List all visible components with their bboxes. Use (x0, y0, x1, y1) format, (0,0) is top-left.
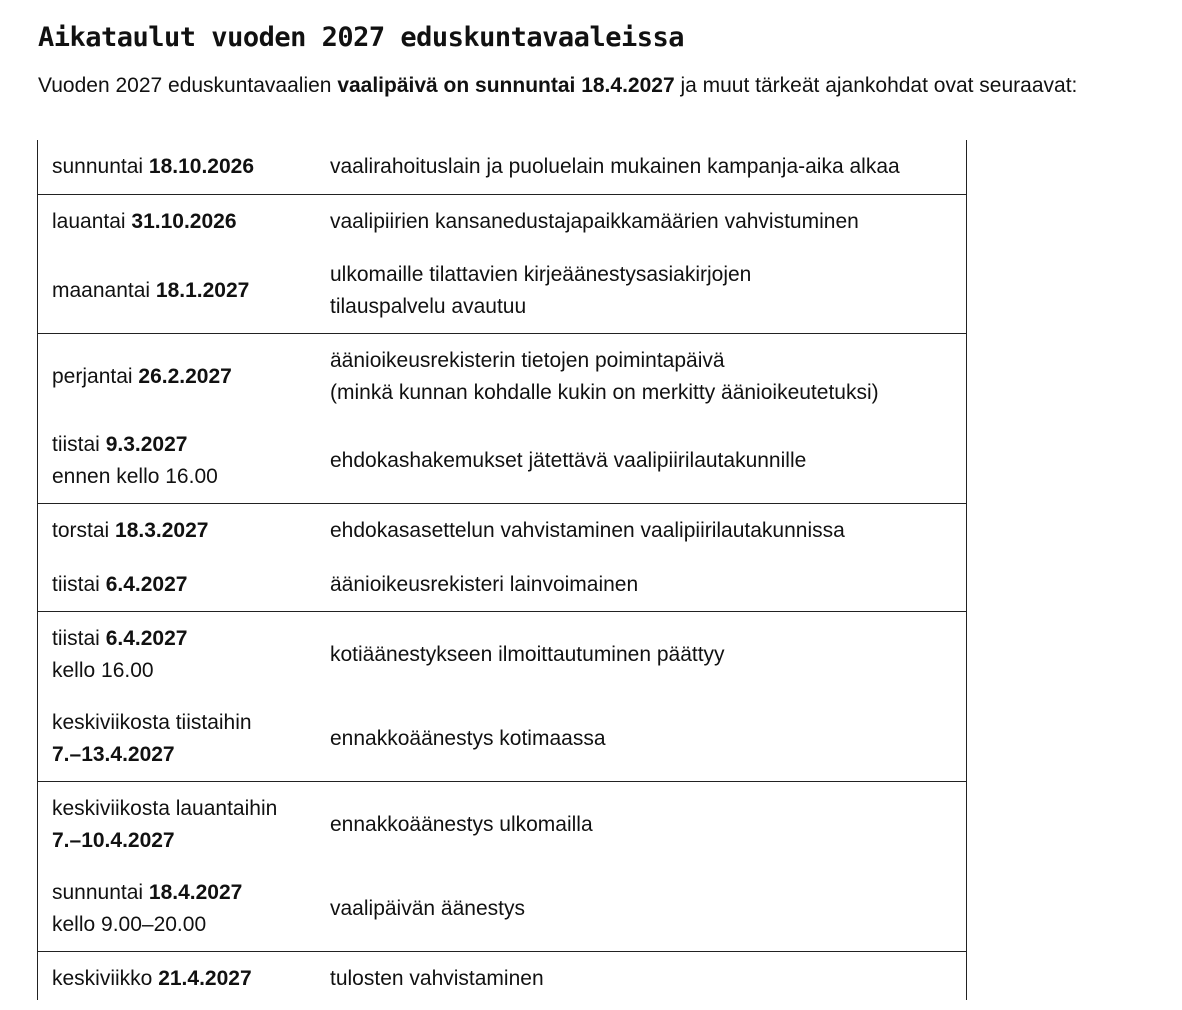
schedule-row (38, 140, 966, 194)
schedule-row (38, 867, 966, 951)
schedule-date-cell (52, 151, 330, 183)
schedule-date: 21.4.2027 (158, 967, 252, 990)
schedule-weekday: tiistai (52, 572, 106, 596)
schedule-date: 18.4.2027 (148, 881, 243, 904)
schedule-event-text: ehdokashakemukset jätettävä vaalipiirilautakunnille (330, 449, 807, 472)
schedule-weekday: sunnuntai (52, 155, 149, 178)
schedule-date-cell (52, 361, 330, 393)
schedule-event-cell (330, 259, 952, 323)
schedule-row (38, 504, 966, 558)
schedule-date: 6.4.2027 (105, 626, 188, 650)
intro-text-start: Vuoden 2027 eduskuntavaalien (38, 74, 338, 97)
schedule-weekday: torstai (52, 519, 116, 542)
schedule-date-cell (52, 707, 330, 771)
schedule-event-cell (330, 151, 952, 183)
schedule-date-cell (52, 275, 330, 307)
schedule-event-cell (330, 569, 952, 601)
schedule-event-cell (330, 963, 952, 995)
intro-election-day: vaalipäivä on sunnuntai 18.4.2027 (337, 74, 675, 97)
schedule-group (38, 334, 966, 504)
schedule-weekday: keskiviikosta tiistaihin (52, 711, 252, 734)
schedule-event-text: tilauspalvelu avautuu (330, 294, 527, 318)
schedule-row (38, 558, 966, 611)
schedule-date: 18.3.2027 (115, 519, 209, 542)
schedule-group (38, 782, 966, 952)
schedule-weekday: perjantai (52, 364, 139, 388)
schedule-weekday: sunnuntai (52, 881, 149, 904)
schedule-row (38, 697, 966, 781)
schedule-weekday: keskiviikosta lauantaihin (52, 796, 278, 820)
schedule-event-text: ennakkoäänestys ulkomailla (330, 812, 593, 836)
schedule-row (38, 952, 966, 1000)
schedule-event-cell (330, 893, 952, 925)
schedule-row (38, 334, 966, 419)
schedule-date: 18.1.2027 (155, 278, 250, 302)
schedule-event-cell (330, 723, 952, 755)
schedule-group (38, 140, 966, 195)
schedule-event-text: vaalipiirien kansanedustajapaikkamäärien vahvistuminen (330, 209, 859, 233)
schedule-event-text: äänioikeusrekisterin tietojen poimintapäivä (330, 348, 725, 372)
schedule-date-cell (52, 569, 330, 601)
schedule-event-text: tulosten vahvistaminen (330, 967, 544, 990)
schedule-date: 7.–13.4.2027 (52, 743, 175, 766)
schedule-event-text: ennakkoäänestys kotimaassa (330, 727, 606, 750)
schedule-group (38, 504, 966, 612)
schedule-group (38, 195, 966, 334)
schedule-event-cell (330, 206, 952, 238)
schedule-date: 31.10.2026 (131, 209, 237, 233)
schedule-time-note: kello 9.00–20.00 (52, 913, 207, 936)
schedule-event-text: ulkomaille tilattavien kirjeäänestysasiakirjojen (330, 262, 752, 286)
schedule-date-cell (52, 877, 330, 941)
schedule-date: 18.10.2026 (148, 155, 255, 178)
schedule-event-cell (330, 639, 952, 671)
schedule-event-text: (minkä kunnan kohdalle kukin on merkitty äänioikeutetuksi) (330, 380, 879, 404)
schedule-row (38, 782, 966, 867)
schedule-date-cell (52, 206, 330, 238)
schedule-row (38, 195, 966, 248)
schedule-event-text: äänioikeusrekisteri lainvoimainen (330, 572, 639, 596)
schedule-weekday: maanantai (52, 278, 156, 302)
schedule-date: 26.2.2027 (138, 364, 232, 388)
schedule-date-cell (52, 515, 330, 547)
schedule-date-cell (52, 429, 330, 493)
schedule-date-cell (52, 963, 330, 995)
schedule-group (38, 612, 966, 782)
schedule-row (38, 248, 966, 333)
schedule-row (38, 612, 966, 697)
schedule-weekday: lauantai (52, 209, 132, 233)
page-title: Aikataulut vuoden 2027 eduskuntavaaleissa (38, 22, 684, 53)
schedule-event-text: vaalirahoituslain ja puoluelain mukainen kampanja-aika alkaa (330, 155, 900, 178)
schedule-table (37, 140, 967, 1000)
schedule-event-cell (330, 515, 952, 547)
schedule-event-cell (330, 809, 952, 841)
schedule-date: 9.3.2027 (105, 433, 188, 456)
schedule-event-cell (330, 345, 952, 409)
schedule-event-text: vaalipäivän äänestys (330, 897, 525, 920)
schedule-time-note: ennen kello 16.00 (52, 465, 218, 488)
schedule-event-text: ehdokasasettelun vahvistaminen vaalipiirilautakunnissa (330, 519, 845, 542)
schedule-time-note: kello 16.00 (52, 658, 154, 682)
schedule-event-cell (330, 445, 952, 477)
schedule-weekday: tiistai (52, 626, 106, 650)
schedule-date-cell (52, 793, 330, 857)
schedule-weekday: keskiviikko (52, 967, 159, 990)
intro-text-end: ja muut tärkeät ajankohdat ovat seuraavat: (674, 74, 1078, 97)
schedule-date: 6.4.2027 (105, 572, 188, 596)
schedule-group (38, 952, 966, 1000)
schedule-date-cell (52, 623, 330, 687)
schedule-event-text: kotiäänestykseen ilmoittautuminen päättyy (330, 642, 725, 666)
schedule-date: 7.–10.4.2027 (52, 828, 175, 852)
intro-paragraph (38, 74, 1077, 98)
schedule-row (38, 419, 966, 503)
schedule-weekday: tiistai (52, 433, 106, 456)
